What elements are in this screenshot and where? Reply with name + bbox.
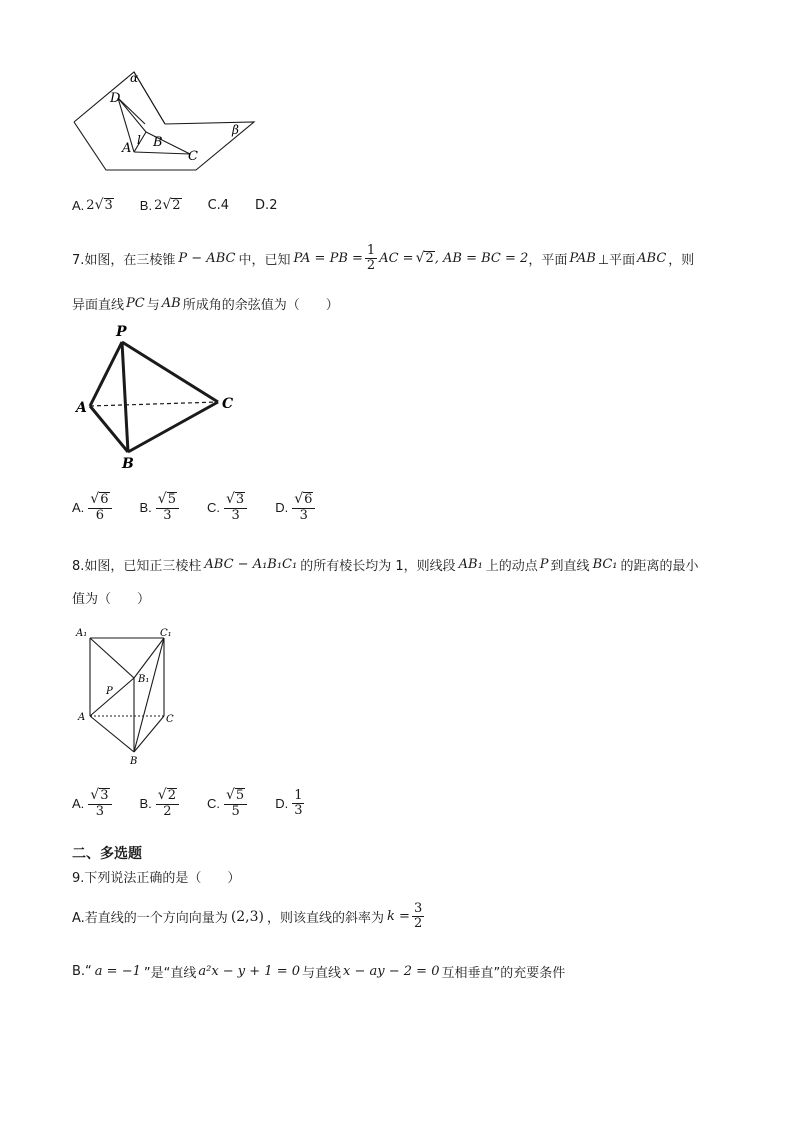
- q8-option-d[interactable]: D. $\frac{1}{3}$: [275, 787, 303, 819]
- q9-stem: 9.下列说法正确的是（ ）: [72, 871, 241, 886]
- q7-stem-line1: 7.如图，在三棱锥 P − ABC 中，已知 PA = PB = $\frac{1}{2}$ AC = √ 2 , AB = BC = 2 ，平面 PAB ⊥平面 ABC ，则: [72, 243, 695, 274]
- section-title: 二、多选题: [72, 846, 142, 862]
- q8-option-c[interactable]: C. √ 5 5: [207, 788, 249, 819]
- q6-options: [72, 198, 303, 214]
- q9-option-b[interactable]: B.“ a = −1 ”是“直线 a²x − y + 1 = 0 与直线 x − ay − 2 = 0 互相垂直”的充要条件: [72, 964, 566, 981]
- label-B1: B₁: [138, 674, 150, 685]
- figure-tetrahedron: [72, 322, 242, 472]
- label-B: B: [122, 456, 134, 472]
- figure-prism: [72, 624, 192, 766]
- label-C: C: [222, 396, 234, 412]
- q7-options: [72, 492, 343, 523]
- q7-option-a[interactable]: A. √ 6 6: [72, 492, 114, 523]
- label-C: C: [188, 149, 198, 164]
- label-A: A: [122, 141, 132, 156]
- label-C1: C₁: [160, 628, 172, 639]
- q6-option-b[interactable]: B. 2 √ 2: [139, 197, 181, 214]
- q6-option-a[interactable]: A. 2 √ 3: [72, 197, 113, 214]
- q8-stem-line1: 8.如图，已知正三棱柱 ABC − A₁B₁C₁ 的所有棱长均为 1，则线段 AB₁ 上的动点 P 到直线 BC₁ 的距离的最小: [72, 557, 699, 574]
- label-A: A: [78, 712, 86, 723]
- q8-options: [72, 788, 332, 819]
- label-D: D: [110, 91, 121, 106]
- q6-option-c[interactable]: C.4: [207, 198, 230, 214]
- label-P: P: [116, 324, 127, 340]
- figure-two-planes: [70, 68, 260, 178]
- q7-option-c[interactable]: C. √ 3 3: [207, 492, 249, 523]
- label-beta: β: [232, 123, 239, 137]
- label-C: C: [166, 714, 174, 725]
- label-A: A: [76, 400, 87, 416]
- q7-option-b[interactable]: B. √ 5 3: [140, 492, 182, 523]
- label-A1: A₁: [76, 628, 88, 639]
- label-l: l: [137, 133, 141, 147]
- label-P: P: [106, 686, 113, 697]
- q8-option-b[interactable]: B. √ 2 2: [140, 788, 182, 819]
- q6-option-d[interactable]: D.2: [255, 198, 278, 214]
- q7-stem-line2: 异面直线 PC 与 AB 所成角的余弦值为（ ）: [72, 296, 339, 313]
- label-B: B: [130, 756, 138, 766]
- q7-option-d[interactable]: D. √ 6 3: [275, 492, 317, 523]
- q9-option-a[interactable]: A.若直线的一个方向向量为 (2,3) ，则该直线的斜率为 k = $\frac{3}{2}$: [72, 901, 423, 932]
- label-B: B: [153, 135, 163, 150]
- label-alpha: α: [130, 71, 139, 85]
- q8-stem-line2: 值为（ ）: [72, 592, 151, 607]
- q8-option-a[interactable]: A. √ 3 3: [72, 788, 114, 819]
